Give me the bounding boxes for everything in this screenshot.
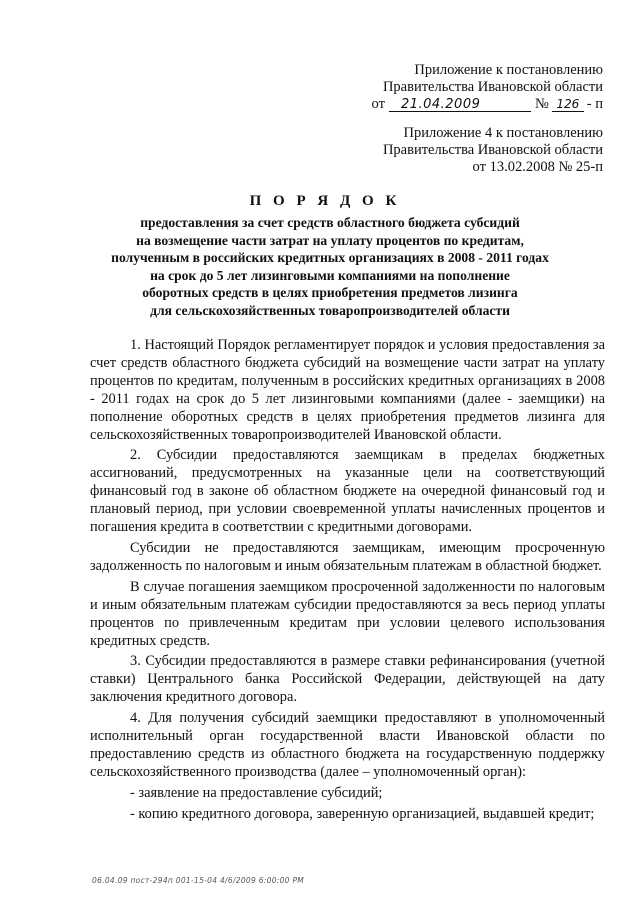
paragraph-1: 1. Настоящий Порядок регламентирует порядок и условия предоставления за счет средств областного бюджета субсидий на возмещение части затрат на уплату процентов по кредитам, полученным в российских кредитных организациях в 2008 - 2011 годах на срок до 5 лет лизинговыми компаниями (далее - заемщики) на пополнение оборотных средств в целях приобретения предметов лизинга для сельскохозяйственных товаропроизводителей Ивановской области.	[90, 337, 605, 443]
appendix-line: от 13.02.2008 № 25-п	[472, 159, 603, 175]
handwritten-date: 21.04.2009	[389, 98, 531, 112]
document-title: П О Р Я Д О К	[249, 193, 401, 209]
list-item-credit-copy: - копию кредитного договора, заверенную организацией, выдавшей кредит;	[130, 805, 595, 822]
document-subtitle	[95, 214, 565, 319]
list-item-application: - заявление на предоставление субсидий;	[130, 784, 383, 801]
appendix-line: Правительства Ивановской области	[382, 142, 603, 158]
number-label: №	[534, 96, 549, 112]
handwritten-number: 126	[552, 98, 584, 112]
date-label: от	[371, 96, 385, 112]
paragraph-2-repayment: В случае погашения заемщиком просроченной задолженности по налоговым и иным обязательным платежам субсидии предоставляются за весь период уплаты процентов по привлеченным кредитам при условии целевого использования кредитных средств.	[90, 578, 605, 649]
file-stamp-footer: 06.04.09 пост-294п 001-15-04 4/6/2009 6:00:00 PM	[92, 876, 305, 885]
subtitle-line: на возмещение части затрат на уплату процентов по кредитам,	[136, 232, 524, 248]
appendix-reference-current	[343, 62, 603, 113]
paragraph-2: 2. Субсидии предоставляются заемщикам в пределах бюджетных ассигнований, предусмотренных на указанные цели на соответствующий финансовый год в законе об областном бюджете на очередной финансовый год и плановый период, при условии своевременной уплаты начисленных процентов и погашения кредита в соответствии с кредитными договорами.	[90, 447, 605, 536]
paragraph-3: 3. Субсидии предоставляются в размере ставки рефинансирования (учетной ставки) Центрального банка Российской Федерации, действующей на дату заключения кредитного договора.	[90, 653, 605, 706]
approval-date-number-line	[343, 96, 603, 113]
paragraph-2-exclusion: Субсидии не предоставляются заемщикам, имеющим просроченную задолженность по налоговым и иным обязательным платежам в областной бюджет.	[90, 539, 605, 574]
appendix-line: Приложение к постановлению	[414, 62, 603, 78]
paragraph-4: 4. Для получения субсидий заемщики предоставляют в уполномоченный исполнительный орган государственной власти Ивановской области по предоставлению средств из областного бюджета на государственную поддержку сельскохозяйственного производства (далее – уполномоченный орган):	[90, 710, 605, 780]
subtitle-line: для сельскохозяйственных товаропроизводителей области	[150, 302, 510, 318]
appendix-line: Приложение 4 к постановлению	[403, 125, 603, 141]
document-body	[90, 337, 605, 827]
subtitle-line: оборотных средств в целях приобретения предметов лизинга	[142, 285, 518, 300]
appendix-reference-original	[343, 125, 603, 176]
appendix-line: Правительства Ивановской области	[382, 79, 603, 95]
subtitle-line: полученным в российских кредитных организациях в 2008 - 2011 годах	[111, 250, 549, 265]
subtitle-line: предоставления за счет средств областного бюджета субсидий	[140, 215, 520, 230]
number-suffix: - п	[586, 96, 603, 112]
subtitle-line: на срок до 5 лет лизинговыми компаниями на пополнение	[150, 267, 510, 283]
